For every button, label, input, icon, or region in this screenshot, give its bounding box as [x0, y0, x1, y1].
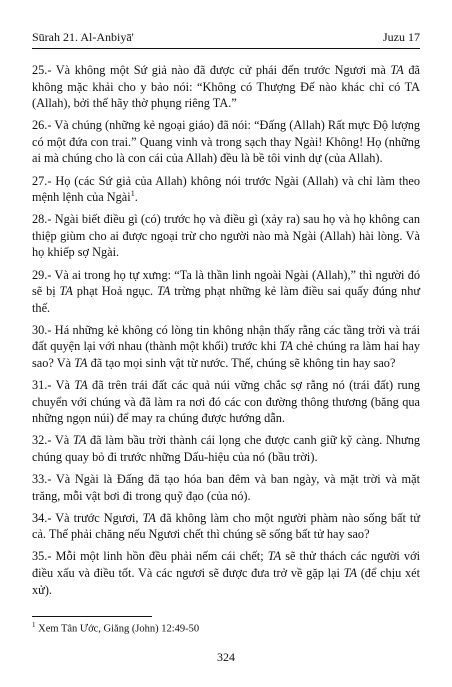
page-number: 324 [217, 650, 235, 664]
verse-paragraph [32, 471, 420, 504]
verse-text-run: TA [74, 378, 88, 393]
footnote-reference: 1 [130, 189, 135, 199]
verse-text-run: 26.- Và chúng (những kẻ ngoại giáo) đã nói: “Đấng (Allah) Rất mực Độ lượng có một đứa con trai.” Quang vinh và trong sạch thay Ngài! Không! Họ (những ai mà chúng cho là con cái của Allah) đều là bề tôi vinh dự (của Allah). [32, 118, 420, 166]
verse-text-run: đã trên trái đất các quả núi vững chắc sợ rằng nó (trái đất) rung chuyển với chúng và đã làm ra nơi đó các con đường thông thương (băng qua những ngọn núi) để may ra chúng được hướng dẫn. [32, 378, 420, 426]
footnote-marker: 1 [32, 621, 36, 629]
verse-text-run: đã làm bầu trời thành cái lọng che được canh giữ kỹ càng. Nhưng chúng quay bỏ đi trước những Dấu-hiệu của nó (bầu trời). [32, 433, 421, 464]
verse-text-run: TA [74, 356, 88, 370]
verse-text-run: 30.- Há những kẻ không có lòng tin không nhận thấy rằng các tầng trời và trái đất quyện lại với nhau (thành một khối) trước khi [32, 322, 420, 354]
verses-body [32, 62, 420, 604]
verse-text-run: TA [72, 433, 87, 448]
verse-text-run: 32.- Và [32, 433, 73, 448]
verse-text-run: TA [156, 284, 171, 299]
verse-text-run: 33.- Và Ngài là Đấng đã tạo hóa ban đêm và ban ngày, và mặt trời và mặt trăng, mỗi vật bơi đi trong quỹ đạo (của nó). [32, 472, 420, 503]
verse-text-run: 25.- Và không một Sứ giả nào đã được cử phái đến trước Ngươi mà [32, 63, 391, 77]
verse-paragraph [32, 211, 420, 261]
verse-paragraph [32, 117, 420, 167]
verse-text-run: đã không mặc khải cho y bảo nói: “Không có Thượng Đế nào khác chỉ có TA (Allah), bởi thế hãy thờ phụng riêng TA.” [32, 63, 420, 111]
running-header [32, 30, 420, 49]
verse-paragraph [32, 173, 420, 206]
header-juzu: Juzu 17 [383, 30, 420, 44]
verse-text-run: trừng phạt những kẻ làm điều sai quấy đúng như thế. [32, 284, 421, 315]
verse-paragraph [32, 432, 420, 465]
verse-text-run: 29.- Và ai trong họ tự xưng: “Ta là thần linh ngoài Ngài (Allah),” thì người đó sẽ bị [32, 267, 420, 299]
verse-paragraph [32, 322, 420, 372]
verse-text-run: đã không làm cho một người phàm nào sống bất tử cả. Thế phải chăng nếu Ngươi chết thì chúng sẽ sống bất tử hay sao? [32, 510, 421, 542]
verse-text-run: TA [343, 566, 357, 581]
verse-text-run: TA [390, 63, 404, 77]
verse-text-run: 28.- Ngài biết điều gì (có) trước họ và điều gì (xảy ra) sau họ và họ không can thiệp giùm cho ai được ngoại trừ cho người nào mà Ngài (Allah) hài lòng. Và họ khiếp sợ Ngài. [32, 212, 420, 260]
verse-text-run: TA [279, 339, 293, 354]
verse-text-run: TA [267, 549, 282, 564]
header-surah-title: Sūrah 21. Al-Anbiyā' [32, 30, 134, 44]
verse-text-run: TA [59, 284, 73, 299]
verse-paragraph [32, 267, 420, 317]
footnote-text: Xem Tân Ước, Giăng (John) 12:49-50 [35, 623, 200, 635]
footnote-divider [32, 616, 152, 617]
verse-paragraph [32, 548, 420, 598]
verse-text-run: đã tạo mọi sinh vật từ nước. Thế, chúng sẽ không tin hay sao? [87, 356, 396, 370]
verse-paragraph [32, 510, 420, 543]
verse-text-run: 34.- Và trước Ngươi, [32, 510, 143, 525]
verse-text-run: sẽ thử thách các người với điều xấu và điều tốt. Và các ngươi sẽ được đưa trở về gặp lại [32, 549, 420, 581]
verse-text-run: 31.- Và [32, 378, 75, 393]
verse-text-run: (để chịu xét xử). [32, 566, 420, 597]
verse-text-run: TA [142, 510, 156, 525]
verse-paragraph [32, 62, 420, 112]
verse-text-run: 27.- Họ (các Sứ giả của Allah) không nói trước Ngài (Allah) và chỉ làm theo mệnh lệnh của Ngài [32, 173, 420, 205]
verse-text-run: phạt Hoả ngục. [72, 284, 157, 299]
verse-paragraph [32, 377, 420, 427]
verse-text-run: chẻ chúng ra làm hai hay sao? Và [32, 339, 420, 370]
verse-text-run: . [134, 190, 138, 205]
footnote [32, 621, 199, 635]
verse-text-run: 35.- Mỗi một linh hồn đều phải nếm cái chết; [32, 549, 268, 564]
